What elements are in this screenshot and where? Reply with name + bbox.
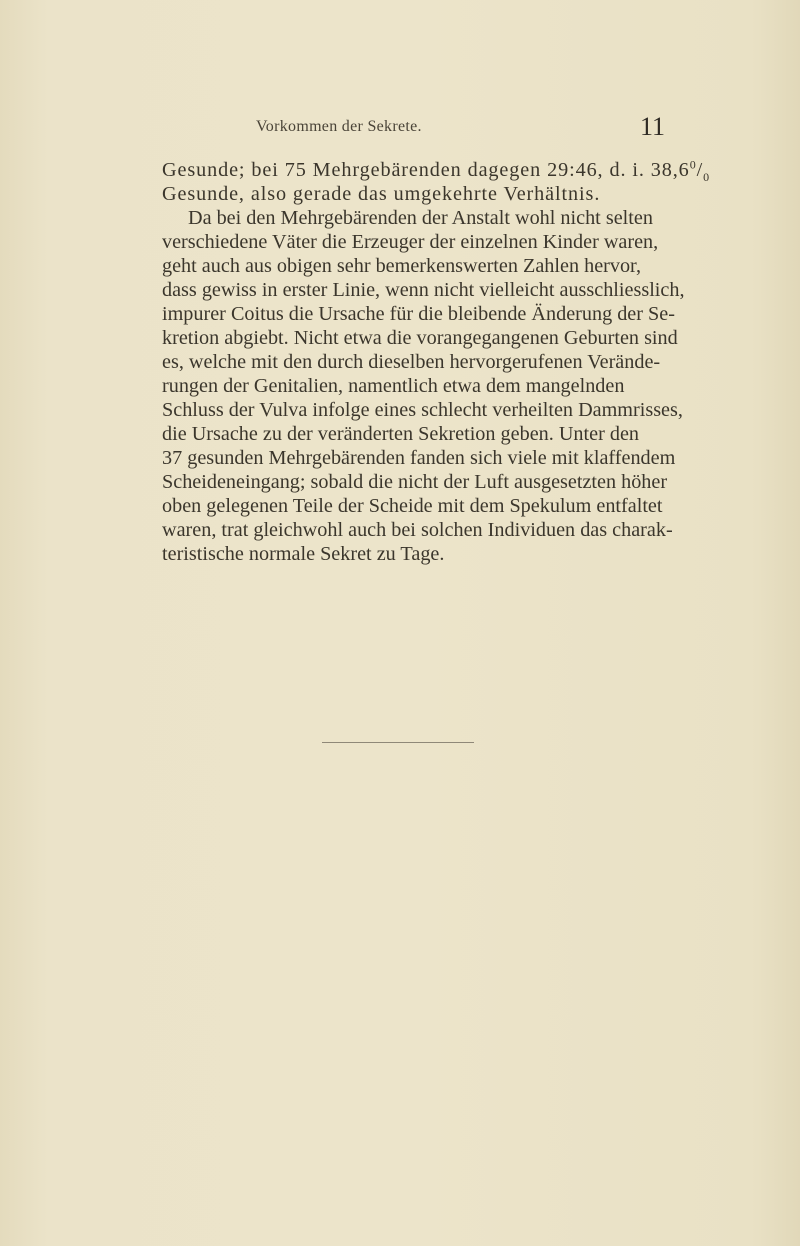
- paragraph-start-line: Da bei den Mehrgebärenden der Anstalt wohl nicht selten: [188, 207, 653, 229]
- text-line: es, welche mit den durch dieselben hervorgerufenen Verände-: [162, 351, 661, 373]
- text-line-content: Gesunde; bei 75 Mehrgebärenden dagegen 29:46, d. i. 38,6: [162, 159, 690, 181]
- page-header: [0, 112, 800, 146]
- text-line: Gesunde, also gerade das umgekehrte Verhältnis.: [162, 183, 601, 205]
- text-line: geht auch aus obigen sehr bemerkenswerten Zahlen hervor,: [162, 255, 642, 277]
- page-number: 11: [640, 112, 666, 141]
- text-line: 37 gesunden Mehrgebärenden fanden sich viele mit klaffendem: [162, 447, 676, 469]
- text-line: Gesunde; bei 75 Mehrgebärenden dagegen 29:46, d. i. $38,6^0/_0$: [162, 157, 711, 185]
- section-divider-rule: [322, 742, 474, 743]
- text-line: rungen der Genitalien, namentlich etwa dem mangelnden: [162, 375, 625, 397]
- text-line: dass gewiss in erster Linie, wenn nicht vielleicht ausschliesslich,: [162, 279, 685, 301]
- text-line: Schluss der Vulva infolge eines schlecht verheilten Dammrisses,: [162, 399, 683, 421]
- text-line: oben gelegenen Teile der Scheide mit dem Spekulum entfaltet: [162, 495, 663, 517]
- text-line: teristische normale Sekret zu Tage.: [162, 543, 445, 565]
- text-line: verschiedene Väter die Erzeuger der einzelnen Kinder waren,: [162, 231, 659, 253]
- running-title: Vorkommen der Sekrete.: [256, 118, 422, 135]
- text-line: Scheideneingang; sobald die nicht der Luft ausgesetzten höher: [162, 471, 668, 493]
- text-line: kretion abgiebt. Nicht etwa die vorangegangenen Geburten sind: [162, 327, 678, 349]
- percent-sign-top: 0: [689, 157, 697, 172]
- text-line: die Ursache zu der veränderten Sekretion geben. Unter den: [162, 423, 639, 445]
- text-line: waren, trat gleichwohl auch bei solchen Individuen das charak-: [162, 519, 673, 541]
- text-line: impurer Coitus die Ursache für die bleibende Änderung der Se-: [162, 303, 675, 325]
- percent-sign-bottom: 0: [703, 170, 711, 185]
